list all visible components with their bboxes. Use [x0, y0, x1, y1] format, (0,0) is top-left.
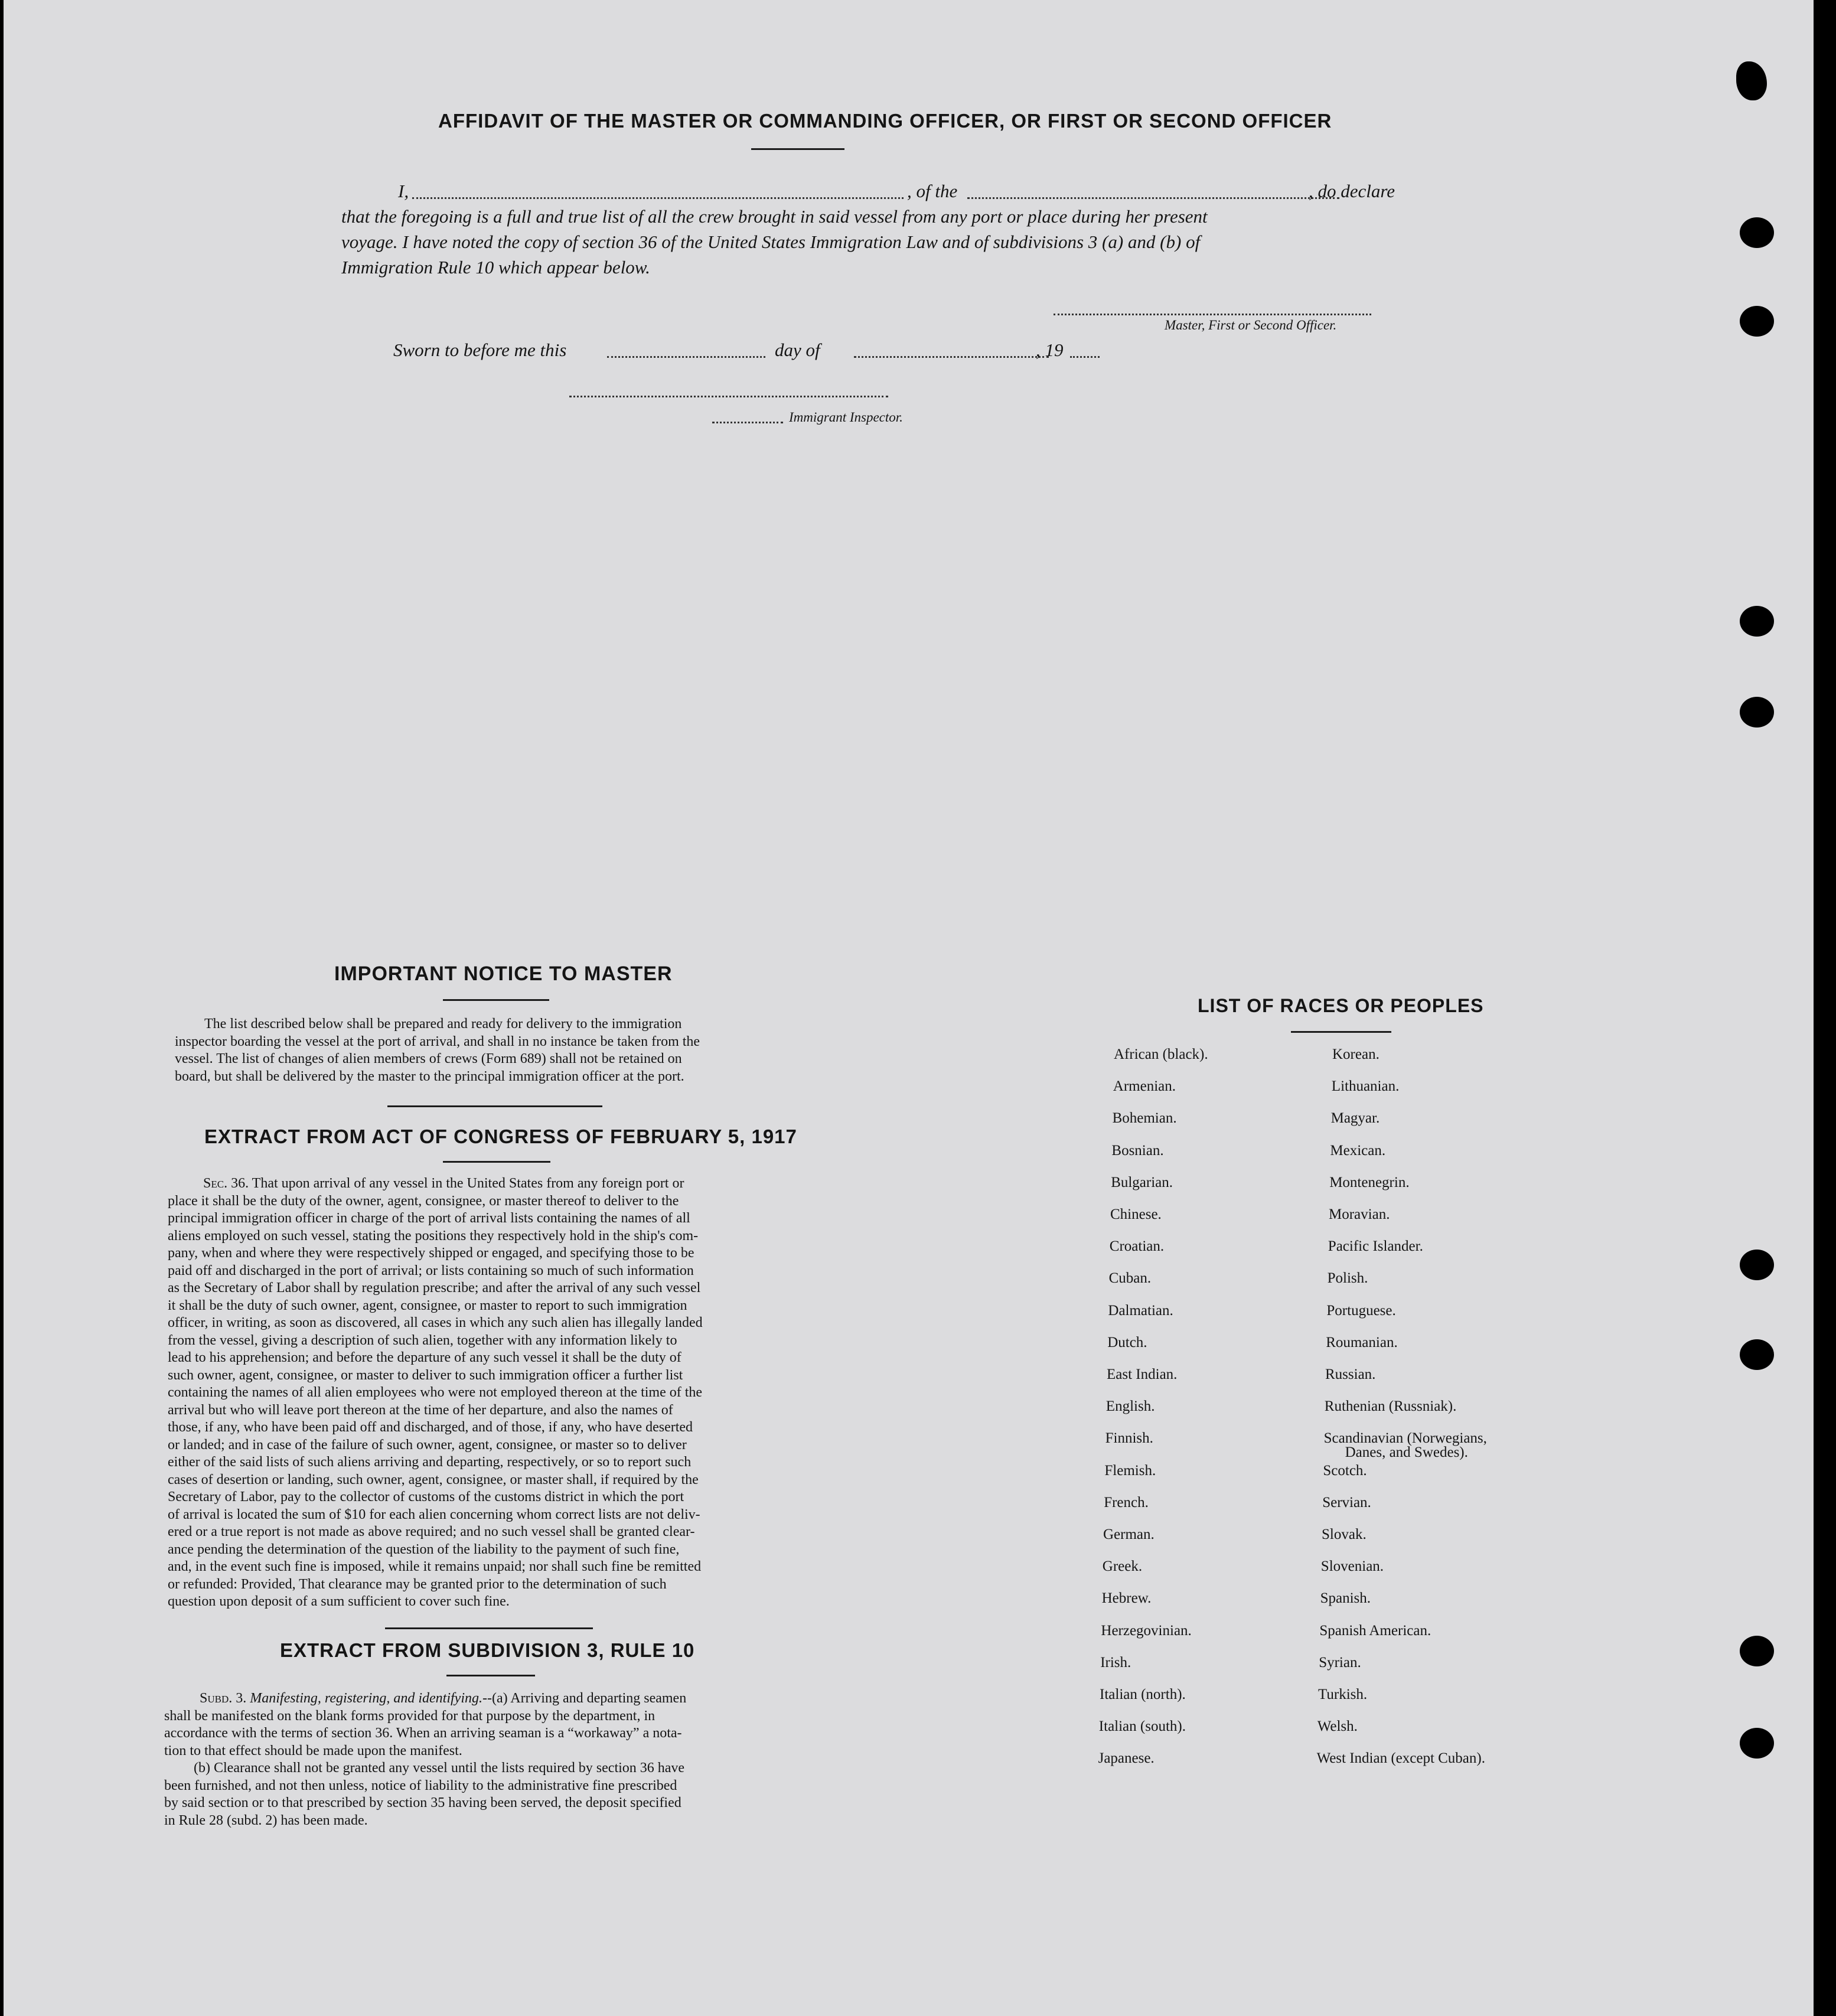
sworn-month-blank — [854, 356, 1049, 358]
race-item: Magyar. — [1330, 1110, 1380, 1127]
notice-line: board, but shall be delivered by the master to the principal immigration officer at the port. — [175, 1068, 684, 1084]
race-item: Herzegovinian. — [1101, 1622, 1192, 1639]
race-item: Chinese. — [1110, 1206, 1162, 1222]
sworn-day-label: day of — [775, 340, 820, 360]
extract-act-title: EXTRACT FROM ACT OF CONGRESS OF FEBRUARY 5, 1917 — [204, 1126, 797, 1147]
extract-act-body — [168, 1175, 813, 1611]
act-line: and, in the event such fine is imposed, while it remains unpaid; nor shall such fine be remitted — [168, 1559, 702, 1574]
act-line: Secretary of Labor, pay to the collector of customs of the customs district in which the port — [168, 1489, 684, 1505]
affidavit-title-rule — [751, 148, 844, 150]
rule-line: shall be manifested on the blank forms provided for that purpose by the department, in — [164, 1708, 656, 1724]
race-item: English. — [1105, 1398, 1155, 1415]
act-line: officer, in writing, as soon as discovered, all cases in which any such alien has illegally landed — [168, 1315, 703, 1330]
act-line: paid off and discharged in the port of arrival; or lists containing so much of such information — [168, 1263, 694, 1278]
extract-act-divider — [385, 1627, 593, 1629]
race-item: Slovenian. — [1320, 1558, 1384, 1575]
act-line: question upon deposit of a sum sufficient to cover such fine. — [168, 1594, 510, 1609]
affidavit-title: AFFIDAVIT OF THE MASTER OR COMMANDING OFFICER, OR FIRST OR SECOND OFFICER — [438, 110, 1332, 132]
notice-body — [175, 1016, 817, 1085]
rule-line: in Rule 28 (subd. 2) has been made. — [164, 1812, 368, 1828]
affidavit-i: I, — [398, 181, 409, 201]
race-item: Cuban. — [1108, 1270, 1152, 1287]
race-item: Roumanian. — [1326, 1334, 1398, 1350]
race-item: Syrian. — [1319, 1654, 1361, 1671]
act-line: either of the said lists of such aliens arriving and departing, respectively, or so to report such — [168, 1454, 692, 1470]
affidavit-declare: , do declare — [1309, 181, 1395, 201]
race-item: Bosnian. — [1111, 1142, 1164, 1159]
extract-act-rule — [443, 1161, 550, 1163]
race-item: Spanish American. — [1319, 1622, 1431, 1639]
race-item: Dutch. — [1107, 1334, 1147, 1350]
rule-line: tion to that effect should be made upon the manifest. — [164, 1743, 462, 1759]
affidavit-line-3: voyage. I have noted the copy of section 36 of the United States Immigration Law and of subdivisions 3 (a) and (b) of — [341, 231, 1201, 252]
rule-line: (b) Clearance shall not be granted any vessel until the lists required by section 36 have — [194, 1760, 685, 1776]
race-item: Bohemian. — [1112, 1110, 1177, 1127]
binder-hole — [1740, 1250, 1774, 1280]
act-line: or landed; and in case of the failure of such owner, agent, consignee, or master so to deliver — [168, 1437, 687, 1453]
race-item: Armenian. — [1113, 1078, 1176, 1095]
document-page — [4, 0, 1814, 2016]
rule-line: by said section or to that prescribed by section 35 having been served, the deposit specified — [164, 1795, 681, 1811]
race-item: Bulgarian. — [1111, 1174, 1173, 1190]
act-line: it shall be the duty of such owner, agent, consignee, or master to report to such immigration — [168, 1297, 687, 1313]
corner-hole — [1736, 61, 1767, 100]
race-item: African (black). — [1114, 1046, 1208, 1062]
extract-rule-title: EXTRACT FROM SUBDIVISION 3, RULE 10 — [280, 1639, 695, 1661]
race-item: Danes, and Swedes). — [1345, 1444, 1468, 1461]
notice-line: The list described below shall be prepared and ready for delivery to the immigration — [204, 1016, 682, 1032]
race-item: Spanish. — [1320, 1590, 1371, 1607]
binder-hole — [1740, 1339, 1774, 1370]
act-line: from the vessel, giving a description of such alien, together with any information likely to — [168, 1332, 677, 1348]
act-line: as the Secretary of Labor shall by regulation prescribe; and after the arrival of any such vessel — [168, 1280, 701, 1296]
act-line: That upon arrival of any vessel in the United States from any foreign port or — [252, 1176, 684, 1191]
race-item: Scandinavian (Norwegians, — [1323, 1430, 1487, 1447]
act-line: those, if any, who have been paid off and discharged, and of those, if any, who have deserted — [168, 1420, 693, 1435]
act-line: lead to his apprehension; and before the departure of any such vessel it shall be the duty of — [168, 1350, 681, 1365]
inspector-signature-line — [569, 396, 888, 397]
binder-hole — [1740, 1636, 1774, 1666]
race-item: Mexican. — [1330, 1142, 1386, 1159]
race-item: Flemish. — [1104, 1462, 1156, 1479]
race-item: Servian. — [1322, 1494, 1371, 1511]
rule-first-line — [164, 1690, 809, 1708]
subd-heading: Manifesting, registering, and identifying. — [250, 1691, 482, 1706]
act-line: pany, when and where they were respectively shipped or engaged, and specifying those to be — [168, 1245, 694, 1261]
sworn-prefix: Sworn to before me this — [393, 340, 567, 360]
sworn-year: , 19 — [1036, 340, 1064, 360]
notice-title: IMPORTANT NOTICE TO MASTER — [334, 963, 673, 985]
race-item: Croatian. — [1109, 1238, 1165, 1255]
race-item: Japanese. — [1098, 1750, 1155, 1767]
inspector-dots — [712, 422, 783, 423]
act-line: such owner, agent, consignee, or master to deliver to such immigration officer a further list — [168, 1367, 683, 1383]
sworn-day-blank — [607, 356, 765, 358]
race-item: Turkish. — [1318, 1686, 1368, 1702]
act-line: aliens employed on such vessel, stating the positions they respectively hold in the ship's com- — [168, 1228, 699, 1244]
notice-line: inspector boarding the vessel at the port of arrival, and shall in no instance be taken from the — [175, 1033, 700, 1049]
race-item: Dalmatian. — [1108, 1302, 1173, 1319]
inspector-label: Immigrant Inspector. — [789, 410, 903, 425]
race-item: Lithuanian. — [1331, 1078, 1400, 1095]
binder-hole — [1740, 606, 1774, 637]
race-item: Greek. — [1102, 1558, 1143, 1575]
notice-divider — [387, 1105, 602, 1107]
act-line: arrival but who will leave port thereon at the time of her departure, and also the names of — [168, 1402, 673, 1418]
race-item: Moravian. — [1329, 1206, 1390, 1222]
subd-label: Subd. 3. — [200, 1691, 247, 1706]
extract-rule-body — [164, 1690, 809, 1829]
race-item: Finnish. — [1105, 1430, 1153, 1447]
rule-line: accordance with the terms of section 36. When an arriving seaman is a “workaway” a nota- — [164, 1725, 682, 1741]
binder-hole — [1740, 217, 1774, 248]
race-item: East Indian. — [1107, 1366, 1178, 1382]
binder-hole — [1740, 697, 1774, 728]
binder-hole — [1740, 306, 1774, 337]
race-item: Korean. — [1332, 1046, 1380, 1062]
vessel-blank — [967, 197, 1339, 199]
race-item: Italian (north). — [1100, 1686, 1186, 1702]
race-item: Ruthenian (Russniak). — [1324, 1398, 1457, 1415]
act-line: or refunded: Provided, That clearance may be granted prior to the determination of such — [168, 1576, 667, 1592]
sworn-year-blank — [1070, 356, 1100, 358]
affidavit-line-4: Immigration Rule 10 which appear below. — [341, 257, 650, 278]
race-item: Pacific Islander. — [1328, 1238, 1423, 1255]
race-item: Scotch. — [1323, 1462, 1367, 1479]
race-item: West Indian (except Cuban). — [1316, 1750, 1485, 1767]
act-line: of arrival is located the sum of $10 for each alien concerning whom correct lists are not deliv- — [168, 1506, 700, 1522]
race-item: German. — [1103, 1526, 1155, 1542]
master-signature-line — [1054, 314, 1371, 315]
name-blank — [412, 197, 904, 199]
master-signature-label: Master, First or Second Officer. — [1165, 318, 1337, 332]
race-item: Italian (south). — [1098, 1718, 1186, 1735]
races-title: LIST OF RACES OR PEOPLES — [1198, 995, 1484, 1016]
race-item: Welsh. — [1317, 1718, 1358, 1735]
race-item: Portuguese. — [1326, 1302, 1396, 1319]
race-item: Polish. — [1327, 1270, 1368, 1287]
rule-line: been furnished, and not then unless, notice of liability to the administrative fine prescribed — [164, 1777, 677, 1793]
binder-hole — [1740, 1728, 1774, 1759]
act-line: containing the names of all alien employees who were not employed thereon at the time of the — [168, 1385, 703, 1400]
extract-rule-rule — [446, 1675, 535, 1676]
race-item: Slovak. — [1322, 1526, 1367, 1542]
act-line: cases of desertion or landing, such owner, agent, consignee, or master shall, if required by the — [168, 1472, 699, 1487]
race-item: Russian. — [1325, 1366, 1376, 1382]
extract-act-first-line — [168, 1175, 813, 1193]
race-item: Hebrew. — [1101, 1590, 1152, 1607]
races-title-rule — [1291, 1031, 1391, 1033]
act-line: place it shall be the duty of the owner, agent, consignee, or master thereof to deliver to the — [168, 1193, 679, 1209]
sec-label: Sec. 36. — [203, 1176, 249, 1191]
affidavit-line-2: that the foregoing is a full and true list of all the crew brought in said vessel from any port or place during her present — [341, 206, 1208, 227]
race-item: Irish. — [1100, 1654, 1131, 1671]
affidavit-of-the: , of the — [907, 181, 958, 201]
act-line: ance pending the determination of the question of the liability to the payment of such fine, — [168, 1541, 680, 1557]
race-item: Montenegrin. — [1329, 1174, 1410, 1190]
act-line: ered or a true report is not made as above required; and no such vessel shall be granted clear- — [168, 1524, 695, 1539]
rule-line: --(a) Arriving and departing seamen — [482, 1691, 687, 1706]
notice-line: vessel. The list of changes of alien members of crews (Form 689) shall not be retained on — [175, 1051, 682, 1066]
act-line: principal immigration officer in charge of the port of arrival lists containing the names of all — [168, 1211, 690, 1226]
race-item: French. — [1104, 1494, 1149, 1511]
notice-title-rule — [443, 999, 549, 1001]
